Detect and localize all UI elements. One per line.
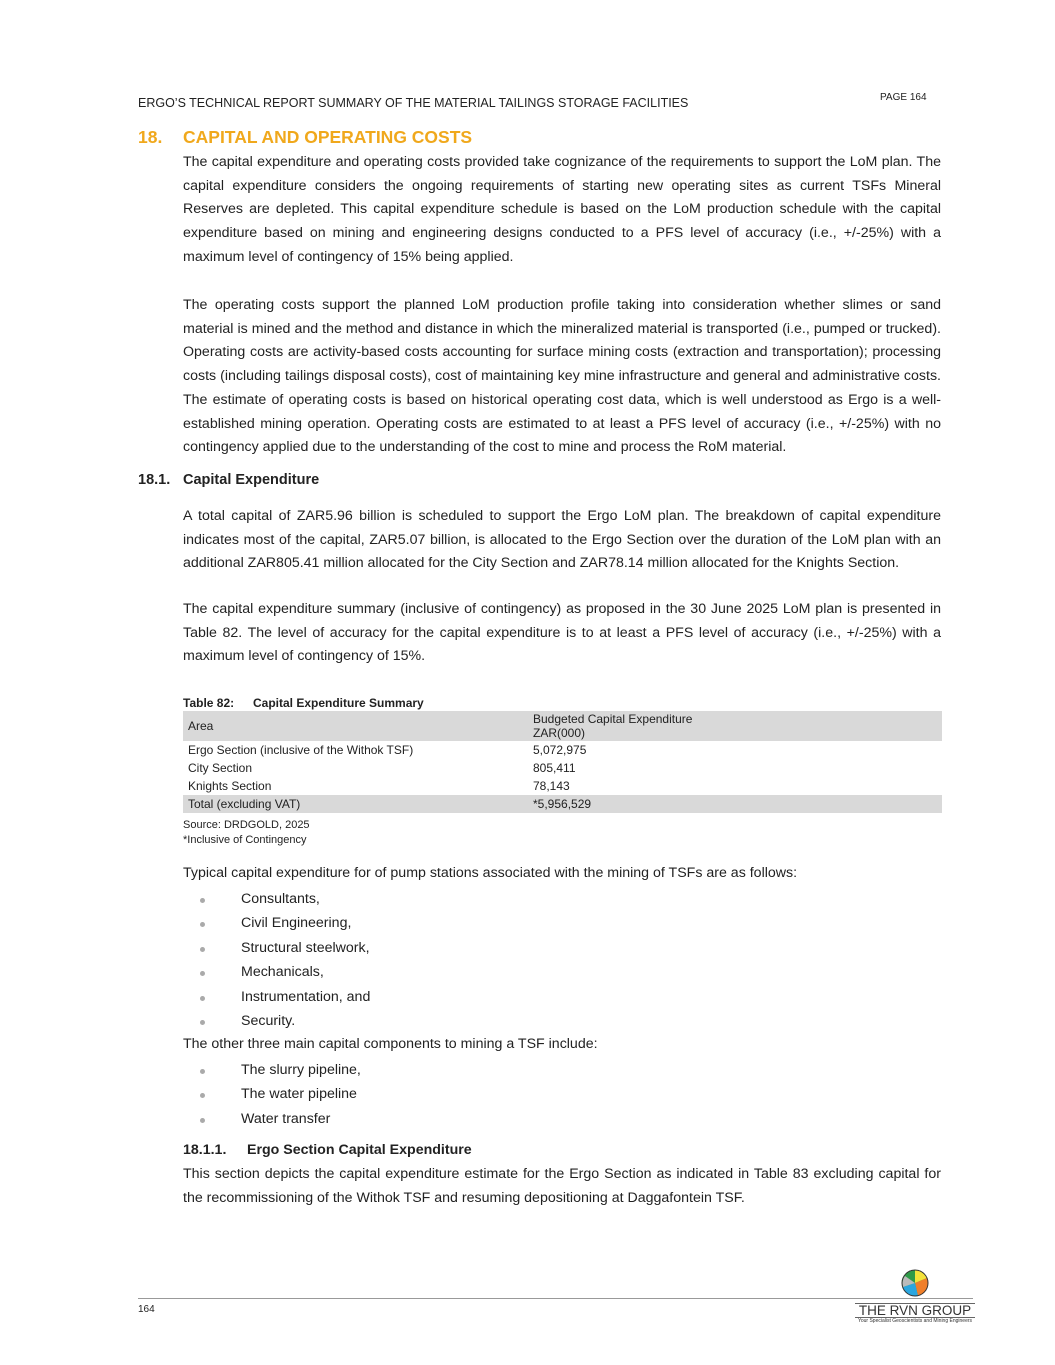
- table-title: Capital Expenditure Summary: [253, 696, 424, 710]
- table-label: Table 82:: [183, 696, 235, 710]
- header-capex-unit: ZAR(000): [533, 726, 586, 740]
- cell-area: Ergo Section (inclusive of the Withok TSF): [188, 743, 414, 757]
- paragraph: The operating costs support the planned LoM production profile taking into consideration whether slimes or sand material is mined and the method and distance in which the mineralized material is transported (i.e., pumped or trucked). Operating costs are activity-based costs accounting for surface mining costs (extraction and transportation); processing costs (including tailings disposal costs), cost of maintaining key mine infrastructure and general and administrative costs. The estimate of operating costs is based on historical operating cost data, which is well understood as Ergo is a well-established mining operation. Operating costs are estimated to at least a PFS level of accuracy (i.e., +/-25%) with no contingency applied due to the understanding of the cost to mine and process the RoM material.: [183, 297, 941, 456]
- table-total-row: [183, 795, 942, 813]
- list-item: Mechanicals,: [183, 964, 370, 988]
- header-area: Area: [183, 711, 528, 741]
- subsubsection-heading: [183, 1142, 472, 1158]
- header-capex-line1: Budgeted Capital Expenditure: [533, 712, 693, 726]
- list-item: Instrumentation, and: [183, 989, 370, 1013]
- logo-circle-icon: [900, 1268, 930, 1298]
- section-heading: [138, 127, 472, 148]
- cell-value: 5,072,975: [533, 743, 587, 757]
- subsubsection-title: Ergo Section Capital Expenditure: [247, 1142, 472, 1158]
- bullet-list: [183, 891, 370, 1037]
- section-number: 18.: [138, 127, 163, 147]
- cell-value: 805,411: [533, 761, 576, 775]
- paragraph: A total capital of ZAR5.96 billion is scheduled to support the Ergo LoM plan. The breakdown of capital expenditure indicates most of the capital, ZAR5.07 billion, is allocated to the Ergo Section over the duration of the LoM plan with an additional ZAR805.41 million allocated for the City Section and ZAR78.14 million allocated for the Knights Section.: [183, 508, 941, 572]
- rvn-logo: [855, 1268, 975, 1324]
- list-item: Water transfer: [183, 1111, 361, 1135]
- logo-text: THE RVN GROUP: [855, 1303, 975, 1318]
- paragraph: This section depicts the capital expenditure estimate for the Ergo Section as indicated in Table 83 excluding capital for the recommissioning of the Withok TSF and resuming depositioning at Daggafontein TSF.: [183, 1166, 941, 1206]
- subsection-title: Capital Expenditure: [183, 472, 320, 488]
- capex-table: [183, 711, 942, 813]
- list-item: Civil Engineering,: [183, 915, 370, 939]
- list-item: The slurry pipeline,: [183, 1062, 361, 1086]
- table-row: [183, 741, 942, 759]
- list-item: Security.: [183, 1013, 370, 1037]
- table-source: Source: DRDGOLD, 2025: [183, 819, 310, 831]
- table-header-row: [183, 711, 942, 741]
- footer-page-number: 164: [138, 1304, 155, 1315]
- subsection-heading: [138, 472, 319, 488]
- table-row: [183, 777, 942, 795]
- logo-tagline: Your Specialist Geoscientists and Mining Engineers: [857, 1318, 973, 1324]
- header-capex: [528, 711, 942, 741]
- paragraph: The capital expenditure summary (inclusive of contingency) as proposed in the 30 June 2025 LoM plan is presented in Table 82. The level of accuracy for the capital expenditure is to at least a PFS level of accuracy (i.e., +/-25%) with a maximum level of contingency of 15%.: [183, 601, 941, 665]
- table-footnote: *Inclusive of Contingency: [183, 834, 307, 846]
- subsection-number: 18.1.: [138, 472, 171, 488]
- subsubsection-number: 18.1.1.: [183, 1142, 227, 1158]
- list-intro: The other three main capital components to mining a TSF include:: [183, 1036, 598, 1052]
- running-header: ERGO’S TECHNICAL REPORT SUMMARY OF THE MATERIAL TAILINGS STORAGE FACILITIES: [138, 96, 689, 110]
- cell-value: *5,956,529: [528, 795, 942, 813]
- list-intro: Typical capital expenditure for of pump stations associated with the mining of TSFs are as follows:: [183, 865, 798, 881]
- cell-area: Total (excluding VAT): [183, 795, 528, 813]
- paragraph: The capital expenditure and operating costs provided take cognizance of the requirements to support the LoM plan. The capital expenditure considers the ongoing requirements of starting new operating sites as current TSFs Mineral Reserves are depleted. This capital expenditure schedule is based on the LoM production schedule with the capital expenditure based on mining and engineering designs conducted to a PFS level of accuracy (i.e., +/-25%) with a maximum level of contingency of 15% being applied.: [183, 154, 941, 265]
- table-row: [183, 759, 942, 777]
- list-item: Structural steelwork,: [183, 940, 370, 964]
- list-item: Consultants,: [183, 891, 370, 915]
- cell-area: Knights Section: [188, 779, 272, 793]
- cell-area: City Section: [188, 761, 253, 775]
- cell-value: 78,143: [533, 779, 570, 793]
- list-item: The water pipeline: [183, 1086, 361, 1110]
- footer-divider: [138, 1298, 973, 1299]
- header-page-number: PAGE 164: [880, 92, 927, 103]
- section-title: CAPITAL AND OPERATING COSTS: [183, 127, 473, 147]
- bullet-list: [183, 1062, 361, 1135]
- table-caption: [183, 696, 424, 710]
